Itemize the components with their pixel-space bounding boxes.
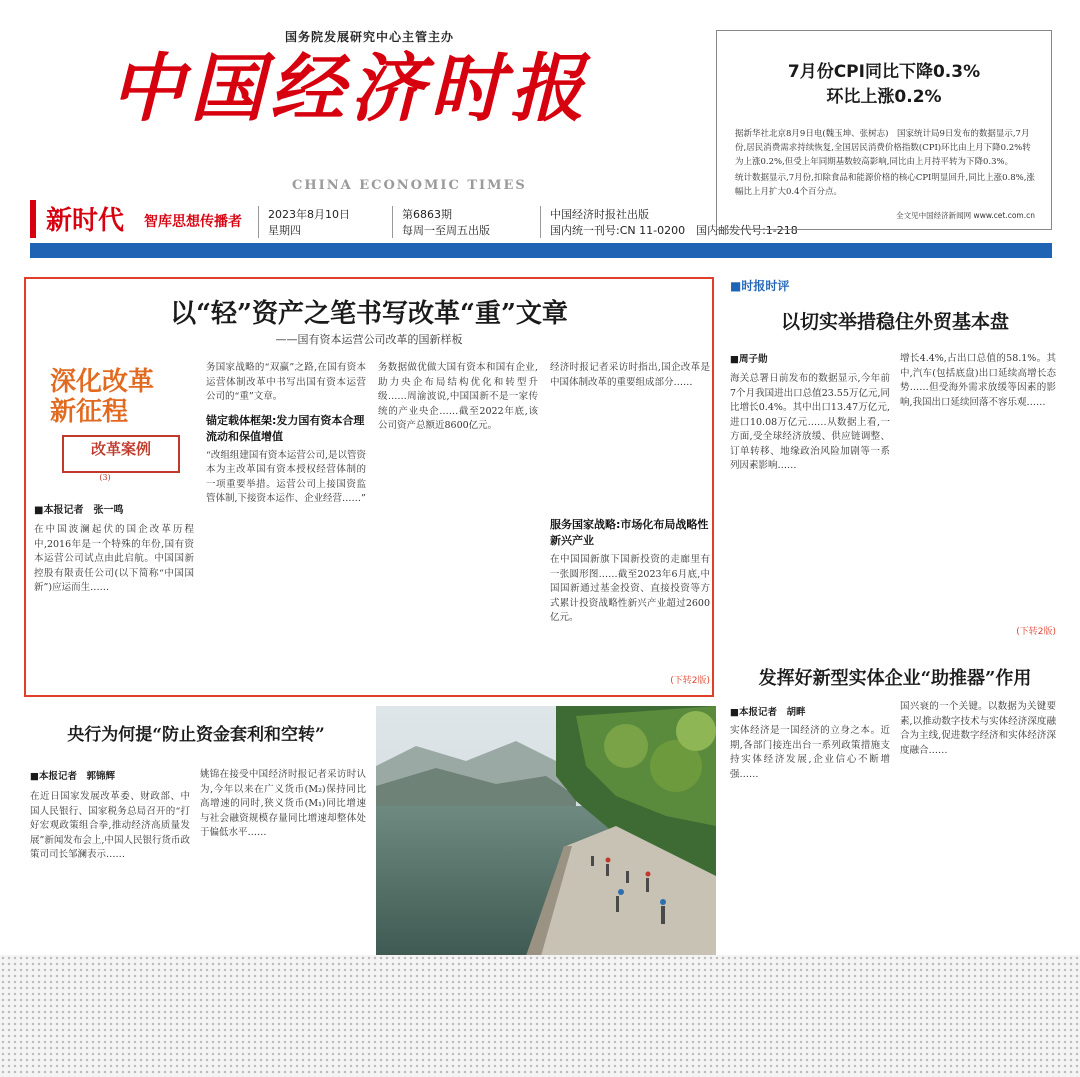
badge-case-number: (3): [99, 473, 111, 482]
badge-line-2: 新征程: [50, 397, 129, 427]
lead-column-4-intro: 经济时报记者采访时指出,国企改革是中国体制改革的重要组成部分……: [550, 362, 710, 388]
promoter-title[interactable]: 发挥好新型实体企业“助推器”作用: [758, 668, 1032, 689]
lead-column-2-body: “改组组建国有资本运营公司,是以管资本为主改革国有资本授权经营体制的一项重要举措。运营公司上接国资监管体制,下接资本运作、企业经营……”: [206, 449, 366, 504]
central-bank-column-2: 姚锦在接受中国经济时报记者采访时认为,今年以来在广义货币(M₂)保持同比高增速的同时,狭义货币(M₁)同比增速与社会融资规模存量同比增速却整体处于偏低水平……: [200, 769, 366, 838]
promoter-column-2: 国兴衰的一个关键。以数据为关键要素,以推动数字技术与实体经济深度融合为主线,促进数字经济和实体经济深度融合……: [900, 701, 1056, 756]
page-fade-overlay: [0, 955, 1080, 1077]
issue-block: [402, 207, 490, 239]
brand-slogan: 智库思想传播者: [144, 214, 242, 230]
commentary-column-2: [900, 352, 1056, 642]
lead-article[interactable]: [24, 277, 714, 697]
issue-weekday: 星期四: [268, 224, 301, 237]
lead-subhead-2: 服务国家战略:市场化布局战略性新兴产业: [550, 518, 709, 547]
issue-date: 2023年8月10日: [268, 208, 350, 221]
lead-byline: ■本报记者 张一鸣: [34, 505, 124, 516]
issue-schedule: 每周一至周五出版: [402, 224, 490, 237]
photo-illustration: [376, 706, 716, 956]
issue-number: 第6863期: [402, 208, 452, 221]
central-bank-column-1: 在近日国家发展改革委、财政部、中国人民银行、国家税务总局召开的“打好宏观政策组合拳,推动经济高质量发展”新闻发布会上,中国人民银行货币政策司司长邹澜表示……: [30, 791, 190, 860]
lead-column-1: 在中国波澜起伏的国企改革历程中,2016年是一个特殊的年份,国有资本运营公司试点由此启航。中国国新控股有限责任公司(以下简称“中国国新”)应运而生……: [34, 524, 194, 593]
promoter-byline: ■本报记者 胡畔: [730, 707, 806, 718]
newspaper-logo[interactable]: 中国经济时报: [110, 46, 590, 132]
lead-article-subtitle: ——国有资本运营公司改革的国新样板: [275, 333, 463, 346]
masthead-divider: [392, 206, 393, 238]
brand-block: [30, 200, 250, 238]
continued-link[interactable]: (下转2版): [670, 676, 710, 686]
lead-column-2: [206, 361, 366, 693]
cpi-paragraph-2: 统计数据显示,7月份,扣除食品和能源价格的核心CPI明显回升,同比上涨0.8%,涨幅比上月扩大0.4个百分点。: [735, 173, 1035, 197]
commentary-byline: ■周子勋: [730, 354, 768, 365]
cpi-body: [735, 127, 1037, 199]
central-bank-title[interactable]: 央行为何提“防止资金套利和空转”: [67, 725, 325, 745]
commentary-continued-link[interactable]: (下转2版): [1016, 627, 1056, 637]
commentary-column-1: 海关总署日前发布的数据显示,今年前7个月我国进出口总值23.55万亿元,同比增长0.4%。其中出口13.47万亿元,进口10.08万亿元……从数据上看,一方面,受全球经济放缓、供应链调整、订单转移、地缘政治风险加剧等一系列因素影响……: [730, 373, 890, 471]
lead-subhead-1: 锚定载体框架:发力国有资本合理流动和保值增值: [206, 413, 365, 443]
masthead-divider: [258, 206, 259, 238]
newspaper-logo-en: CHINA ECONOMIC TIMES: [292, 178, 527, 193]
lead-column-4: [550, 361, 710, 693]
cpi-headline-1: 7月份CPI同比下降0.3%: [787, 62, 981, 82]
cpi-headline-2: 环比上涨0.2%: [826, 87, 942, 107]
badge-case-label: 改革案例: [62, 435, 180, 473]
lead-column-4-body: 在中国国新旗下国新投资的走廊里有一张圆形图……截至2023年6月底,中国国新通过基金投资、直接投资等方式累计投资战略性新兴产业超过2600亿元。: [550, 554, 710, 623]
cpi-source-link[interactable]: 全文见中国经济新闻网 www.cet.com.cn: [896, 211, 1035, 220]
central-bank-byline: ■本报记者 郭锦辉: [30, 771, 115, 782]
brand-title: 新时代: [46, 206, 125, 236]
masthead-divider: [540, 206, 541, 238]
date-block: [268, 207, 350, 239]
lead-column-2-intro: 务国家战略的“双赢”之路,在国有资本运营体制改革中书写出国有资本运营公司的“重”文章。: [206, 362, 366, 402]
masthead-rule-bar: [30, 243, 1052, 258]
commentary-section-tag: ■时报时评: [730, 279, 790, 293]
publication-codes: 国内统一刊号:CN 11-0200 国内邮发代号:1-218: [550, 224, 798, 237]
commentary-column-2-body: 增长4.4%,占出口总值的58.1%。其中,汽车(包括底盘)出口延续高增长态势……但受海外需求放缓等因素的影响,我国出口延续回落不容乐观……: [900, 353, 1056, 408]
lead-article-title[interactable]: 以“轻”资产之笔书写改革“重”文章: [170, 299, 568, 329]
promoter-column-1: 实体经济是一国经济的立身之本。近期,各部门接连出台一系列政策措施支持实体经济发展,企业信心不断增强……: [730, 725, 890, 780]
lead-column-3: 务数据做优做大国有资本和国有企业,助力央企布局结构优化和转型升级……周渝波说,中国国新不是一家传统的产业央企……截至2022年底,该公司资产总额近8600亿元。: [378, 362, 538, 431]
commentary-title[interactable]: 以切实举措稳住外贸基本盘: [780, 311, 1009, 333]
publisher-name: 中国经济时报社出版: [550, 208, 649, 221]
cpi-news-box[interactable]: [716, 30, 1052, 230]
reform-series-badge: [46, 367, 196, 482]
cpi-paragraph-1: 据新华社北京8月9日电(魏玉坤、张树志) 国家统计局9日发布的数据显示,7月份,居民消费需求持续恢复,全国居民消费价格指数(CPI)环比由上月下降0.2%转为上涨0.2%,但受上年同期基数较高影响,同比由上月持平转为下降0.3%。: [735, 129, 1031, 167]
lake-boardwalk-photo[interactable]: [376, 706, 716, 956]
supervisor-line: 国务院发展研究中心主管主办: [285, 30, 455, 44]
badge-line-1: 深化改革: [50, 367, 155, 397]
